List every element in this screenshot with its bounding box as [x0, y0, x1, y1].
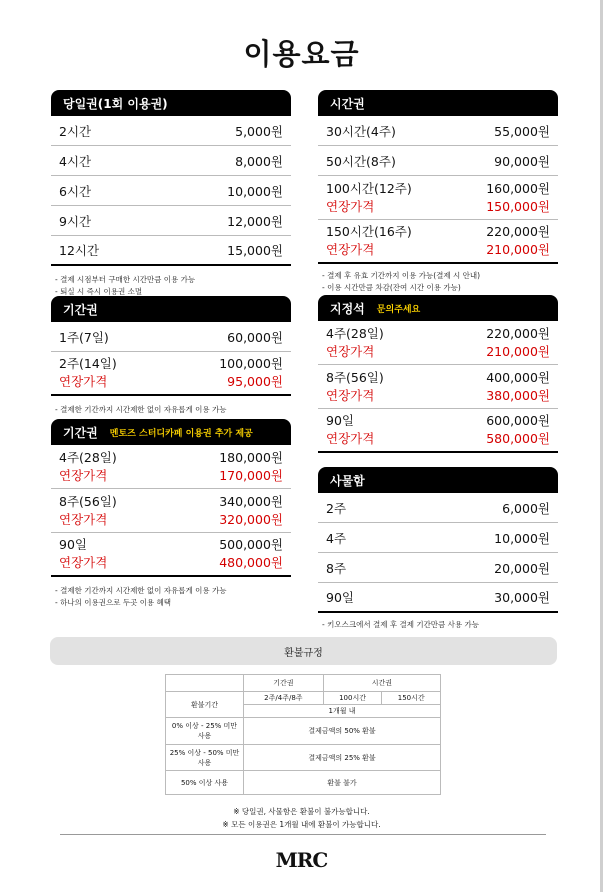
mrc-logo: MRC: [275, 848, 328, 872]
price-row: 50시간(8주) 90,000원: [318, 146, 558, 176]
page-title: 이용요금: [243, 37, 360, 71]
note: - 결제 후 유효 기간까지 이용 가능(결제 시 안내): [322, 271, 481, 280]
table-cell: [166, 675, 244, 692]
table-cell: 환불 불가: [244, 771, 441, 795]
price-row: 1주(7일) 60,000원: [51, 322, 291, 352]
daily-pass-section: [51, 90, 291, 298]
table-cell: 2주/4주/8주: [244, 692, 324, 705]
table-cell: 1개월 내: [244, 705, 441, 718]
price-row: 4주(28일) 180,000원 연장가격 170,000원: [51, 445, 291, 489]
note: - 결제한 기간까지 시간제한 없이 자유롭게 이용 가능: [55, 586, 227, 595]
price-row: 2주(14일) 100,000원 연장가격 95,000원: [51, 352, 291, 396]
table-cell: 100시간: [323, 692, 382, 705]
locker-section: [318, 467, 558, 631]
price-row: 90일 500,000원 연장가격 480,000원: [51, 533, 291, 577]
table-cell: 시간권: [323, 675, 440, 692]
refund-table: [165, 674, 441, 795]
price-row: 2주 6,000원: [318, 493, 558, 523]
period-pass-extra-header: 기간권 멘토즈 스터디카페 이용권 추가 제공: [51, 419, 291, 445]
price-row: 12시간 15,000원: [51, 236, 291, 266]
table-cell: 결제금액의 25% 환불: [244, 745, 441, 771]
note: - 결제 시점부터 구매한 시간만큼 이용 가능: [55, 275, 196, 284]
fixed-seat-section: [318, 295, 558, 453]
period-pass-section: [51, 296, 291, 416]
fixed-seat-header: 지정석 문의주세요: [318, 295, 558, 321]
refund-title-bar: 환불규정: [50, 637, 557, 665]
period-pass-header: 기간권: [51, 296, 291, 322]
period-pass-extra-section: [51, 419, 291, 609]
table-cell: 50% 이상 사용: [166, 771, 244, 795]
price-row: 8주 20,000원: [318, 553, 558, 583]
table-cell: 환불기간: [166, 692, 244, 718]
price-row: 90일 30,000원: [318, 583, 558, 613]
note: - 결제한 기간까지 시간제한 없이 자유롭게 이용 가능: [55, 405, 227, 414]
note: - 키오스크에서 결제 후 결제 기간만큼 사용 가능: [322, 620, 480, 629]
footnote: ※ 모든 이용권은 1개월 내에 환불이 가능합니다.: [222, 820, 381, 829]
table-cell: 25% 이상 - 50% 미만 사용: [166, 745, 244, 771]
hourly-pass-section: [318, 90, 558, 294]
note: - 하나의 이용권으로 두곳 이용 혜택: [55, 598, 172, 607]
note: - 이용 시간만큼 차감(잔여 시간 이용 가능): [322, 283, 461, 292]
price-row: 150시간(16주) 220,000원 연장가격 210,000원: [318, 220, 558, 264]
price-row: 100시간(12주) 160,000원 연장가격 150,000원: [318, 176, 558, 220]
price-row: 6시간 10,000원: [51, 176, 291, 206]
table-cell: 결제금액의 50% 환불: [244, 718, 441, 745]
price-row: 9시간 12,000원: [51, 206, 291, 236]
price-row: 8주(56일) 340,000원 연장가격 320,000원: [51, 489, 291, 533]
price-row: 4주(28일) 220,000원 연장가격 210,000원: [318, 321, 558, 365]
price-row: 30시간(4주) 55,000원: [318, 116, 558, 146]
footnote: ※ 당일권, 사물함은 환불이 불가능합니다.: [233, 807, 370, 816]
price-row: 4시간 8,000원: [51, 146, 291, 176]
price-row: 90일 600,000원 연장가격 580,000원: [318, 409, 558, 453]
locker-header: 사물함: [318, 467, 558, 493]
price-row: 2시간 5,000원: [51, 116, 291, 146]
hourly-pass-header: 시간권: [318, 90, 558, 116]
price-row: 4주 10,000원: [318, 523, 558, 553]
table-cell: 0% 이상 - 25% 미만 사용: [166, 718, 244, 745]
table-cell: 기간권: [244, 675, 324, 692]
table-cell: 150시간: [382, 692, 441, 705]
price-row: 8주(56일) 400,000원 연장가격 380,000원: [318, 365, 558, 409]
divider: [60, 834, 546, 835]
note: - 퇴실 시 즉시 이용권 소멸: [55, 287, 143, 296]
daily-pass-header: 당일권(1회 이용권): [51, 90, 291, 116]
